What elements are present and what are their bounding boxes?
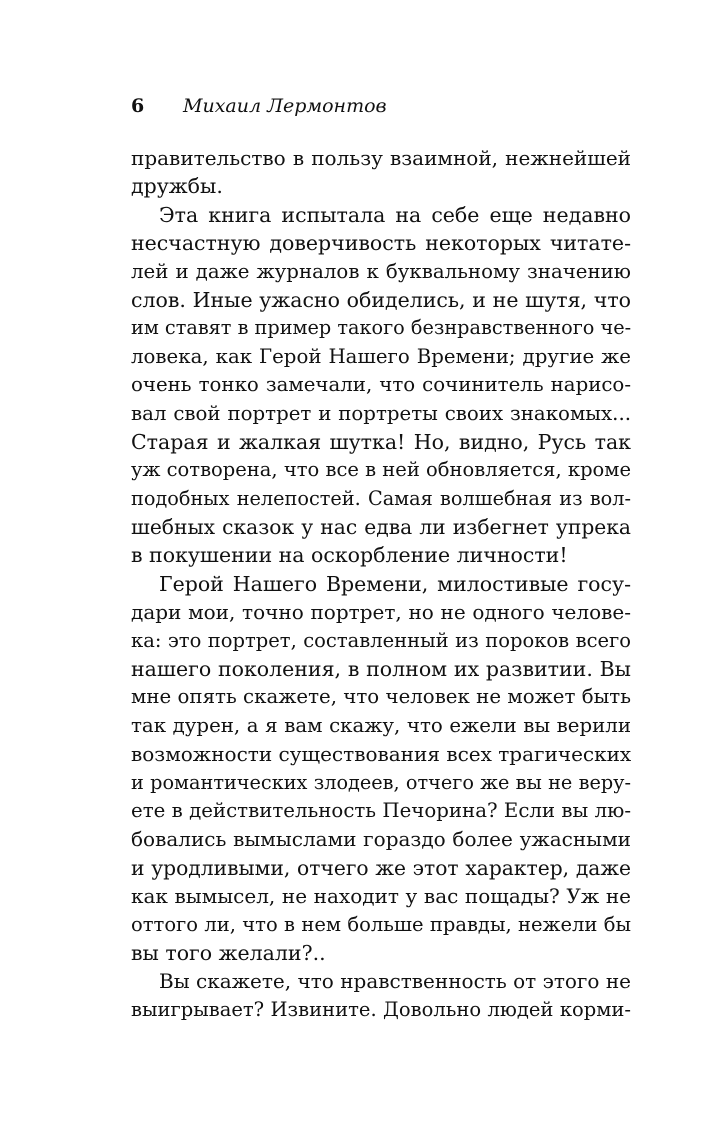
text-line: Вы скажете, что нравственность от этого не xyxy=(159,969,631,994)
text-line: оттого ли, что в нем больше правды, нежели бы xyxy=(131,912,631,936)
body-text xyxy=(131,144,631,1024)
page-number: 6 xyxy=(131,95,145,117)
text-line: вы того желали?.. xyxy=(131,940,326,965)
text-line: выигрывает? Извините. Довольно людей корми- xyxy=(131,997,631,1021)
text-line: правительство в пользу взаимной, нежнейшей xyxy=(131,146,631,170)
text-line: бовались вымыслами гораздо более ужасными xyxy=(131,827,631,852)
text-line: подобных нелепостей. Самая волшебная из вол- xyxy=(131,486,631,510)
text-line: ете в действительность Печорина? Если вы лю- xyxy=(131,798,631,822)
text-line: ловека, как Герой Нашего Времени; другие же xyxy=(131,344,631,368)
text-line: лей и даже журналов к буквальному значению xyxy=(131,259,631,283)
text-line: и романтических злодеев, отчего же вы не веру- xyxy=(131,770,631,794)
text-line: нашего поколения, в полном их развитии. Вы xyxy=(131,657,631,682)
text-line: им ставят в пример такого безнравственного че- xyxy=(131,316,632,340)
text-line: Герой Нашего Времени, милостивые госу- xyxy=(159,571,631,596)
author-name: Михаил Лермонтов xyxy=(183,95,387,117)
text-line: мне опять скажете, что человек не может быть xyxy=(131,685,631,709)
text-line: дари мои, точно портрет, но не одного челове- xyxy=(131,600,631,625)
text-line: как вымысел, не находит у вас пощады? Уж не xyxy=(131,884,631,909)
text-line: в покушении на оскорбление личности! xyxy=(131,543,568,568)
text-line: несчастную доверчивость некоторых читате- xyxy=(131,231,631,256)
text-line: Эта книга испытала на себе еще недавно xyxy=(159,202,631,227)
text-line: шебных сказок у нас едва ли избегнет упрека xyxy=(131,515,631,540)
text-line: и уродливыми, отчего же этот характер, даже xyxy=(131,855,631,880)
text-line: вал свой портрет и портреты своих знакомых... xyxy=(131,401,631,425)
text-line: Старая и жалкая шутка! Но, видно, Русь так xyxy=(131,429,631,454)
text-line: уж сотворена, что все в ней обновляется, кроме xyxy=(131,458,631,482)
text-line: возможности существования всех трагических xyxy=(131,742,632,767)
text-line: так дурен, а я вам скажу, что ежели вы верили xyxy=(131,713,631,737)
text-line: дружбы. xyxy=(131,174,223,199)
text-line: ка: это портрет, составленный из пороков всего xyxy=(131,628,631,652)
running-head xyxy=(131,94,387,118)
text-line: очень тонко замечали, что сочинитель нарисо- xyxy=(131,373,631,397)
text-line: слов. Иные ужасно обиделись, и не шутя, что xyxy=(131,287,631,312)
